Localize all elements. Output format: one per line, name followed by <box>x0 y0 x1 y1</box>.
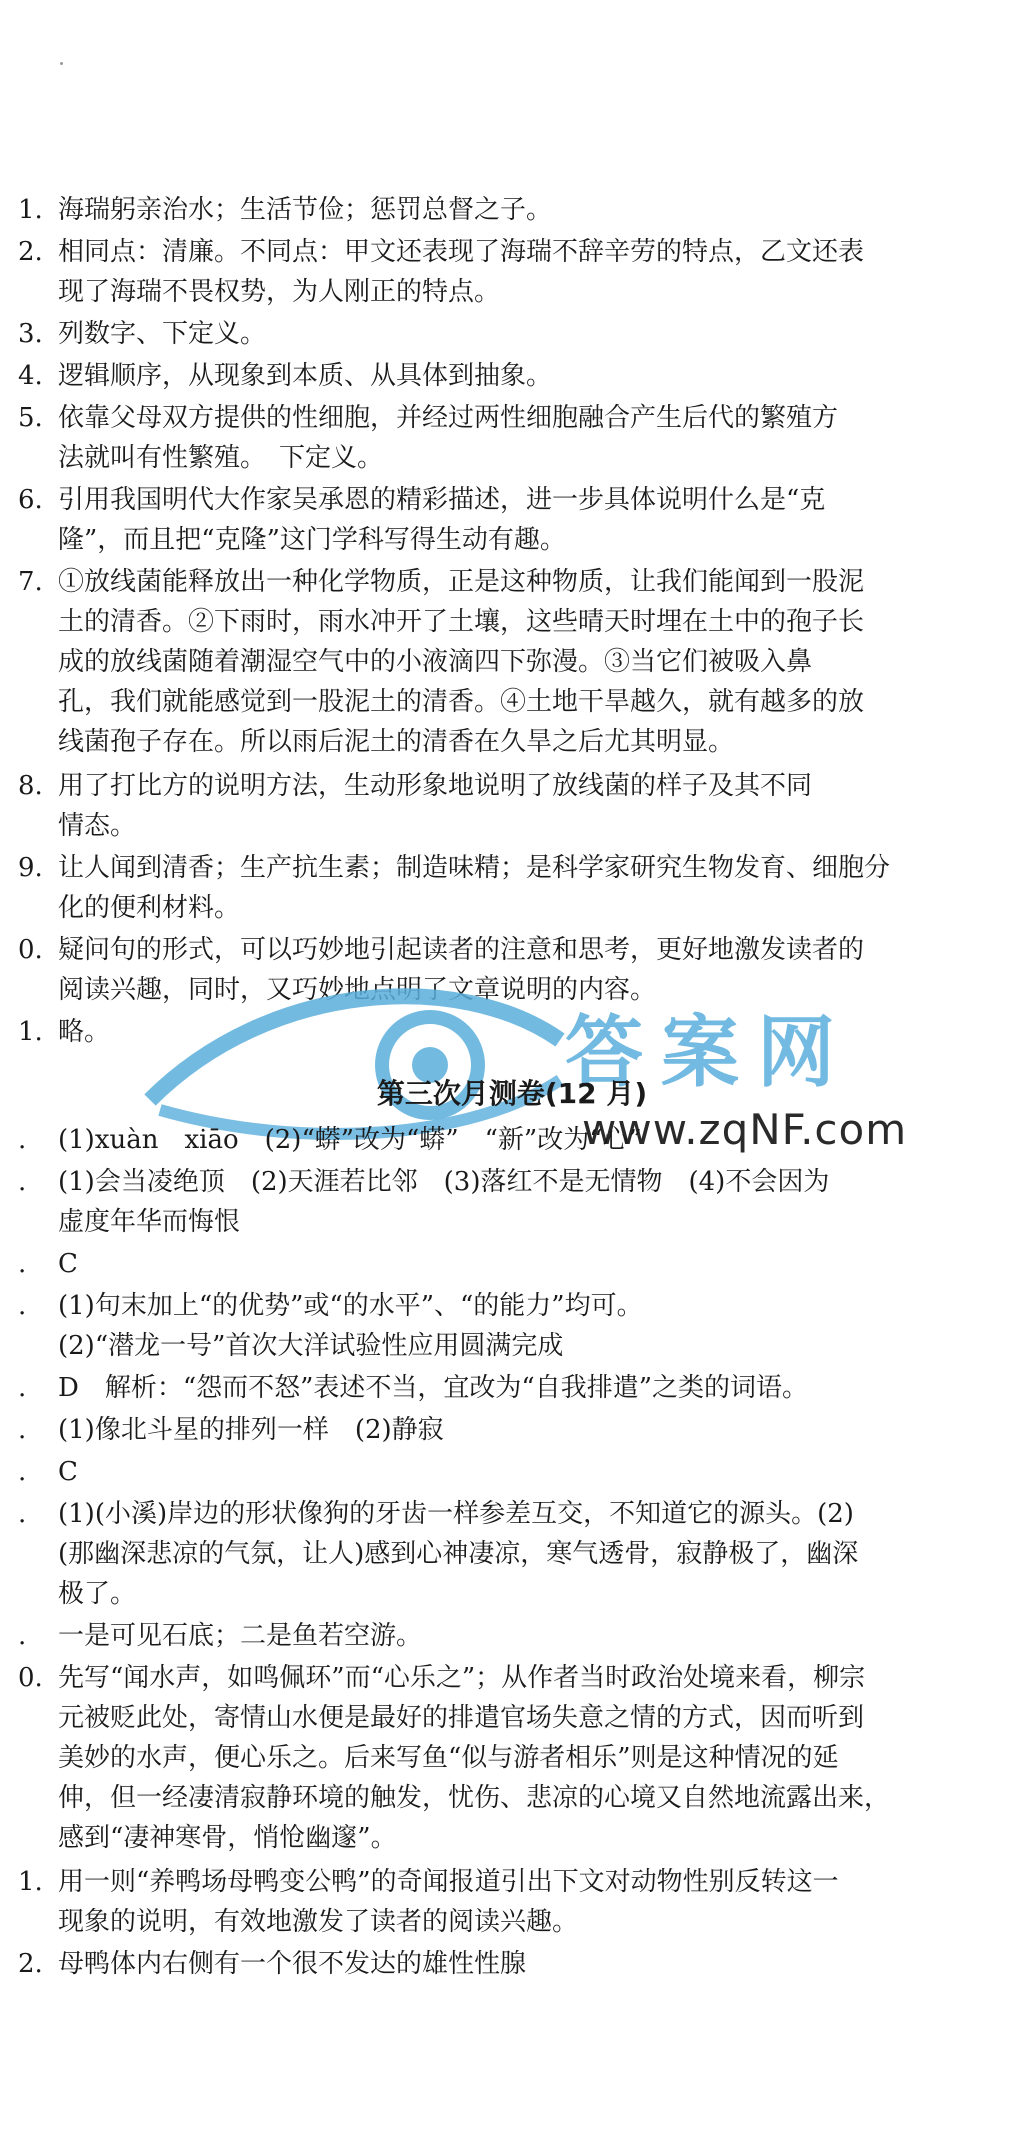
item-text: 现了海瑞不畏权势，为人刚正的特点。 <box>58 277 501 307</box>
item-text: 隆”，而且把“克隆”这门学科写得生动有趣。 <box>58 525 566 555</box>
item-number: 1. <box>18 195 43 225</box>
item-number: . <box>18 1457 27 1487</box>
item-text: 列数字、下定义。 <box>58 319 267 349</box>
item-number: 1. <box>18 1867 43 1897</box>
item-text: (1)句末加上“的优势”或“的水平”、“的能力”均可。 <box>58 1291 643 1321</box>
item-number: 3. <box>18 319 43 349</box>
watermark-text: 答案网 <box>565 1008 854 1098</box>
item-text: 虚度年华而悔恨 <box>58 1207 241 1237</box>
item-text: 引用我国明代大作家吴承恩的精彩描述，进一步具体说明什么是“克 <box>58 485 826 515</box>
item-text: 一是可见石底；二是鱼若空游。 <box>58 1621 423 1651</box>
item-number: 2. <box>18 1949 43 1979</box>
watermark-url: www.zqNF.com <box>582 1105 908 1154</box>
item-text: 依靠父母双方提供的性细胞，并经过两性细胞融合产生后代的繁殖方 <box>58 403 839 433</box>
item-number: 1. <box>18 1017 43 1047</box>
item-text: 阅读兴趣，同时，又巧妙地点明了文章说明的内容。 <box>58 975 657 1005</box>
item-text: 先写“闻水声，如鸣佩环”而“心乐之”；从作者当时政治处境来看，柳宗 <box>58 1663 866 1693</box>
item-text: (那幽深悲凉的气氛，让人)感到心神凄凉，寒气透骨，寂静极了，幽深 <box>58 1539 859 1569</box>
item-number: 4. <box>18 361 43 391</box>
item-text: (1)会当凌绝顶 (2)天涯若比邻 (3)落红不是无情物 (4)不会因为 <box>58 1167 830 1197</box>
item-text: 成的放线菌随着潮湿空气中的小液滴四下弥漫。③当它们被吸入鼻 <box>58 647 813 677</box>
item-number: 2. <box>18 237 43 267</box>
item-text: 化的便利材料。 <box>58 893 241 923</box>
item-text: ①放线菌能释放出一种化学物质，正是这种物质，让我们能闻到一股泥 <box>58 567 865 597</box>
item-text: 用一则“养鸭场母鸭变公鸭”的奇闻报道引出下文对动物性别反转这一 <box>58 1867 839 1897</box>
item-text: 让人闻到清香；生产抗生素；制造味精；是科学家研究生物发育、细胞分 <box>58 853 891 883</box>
item-text: 感到“凄神寒骨，悄怆幽邃”。 <box>58 1823 397 1853</box>
item-text: 略。 <box>58 1017 111 1047</box>
item-number: 9. <box>18 853 43 883</box>
item-text: C <box>58 1457 78 1487</box>
item-text: 母鸭体内右侧有一个很不发达的雄性性腺 <box>58 1949 527 1979</box>
item-text: 元被贬此处，寄情山水便是最好的排遣官场失意之情的方式，因而听到 <box>58 1703 865 1733</box>
item-text: 孔，我们就能感觉到一股泥土的清香。④土地干旱越久，就有越多的放 <box>58 687 865 717</box>
item-number: 0. <box>18 935 43 965</box>
item-number: 8. <box>18 771 43 801</box>
item-text: 海瑞躬亲治水；生活节俭；惩罚总督之子。 <box>58 195 553 225</box>
item-number: 7. <box>18 567 43 597</box>
item-text: 现象的说明，有效地激发了读者的阅读兴趣。 <box>58 1907 579 1937</box>
item-text: C <box>58 1249 78 1279</box>
item-number: . <box>18 1249 27 1279</box>
scan-speck <box>60 62 63 65</box>
item-text: 线菌孢子存在。所以雨后泥土的清香在久旱之后尤其明显。 <box>58 727 735 757</box>
item-text: (1)像北斗星的排列一样 (2)静寂 <box>58 1415 444 1445</box>
item-number: 0. <box>18 1663 43 1693</box>
item-number: 5. <box>18 403 43 433</box>
section-title: 第三次月测卷(12 月) <box>376 1077 648 1110</box>
item-text: 逻辑顺序，从现象到本质、从具体到抽象。 <box>58 361 553 391</box>
item-number: . <box>18 1621 27 1651</box>
item-text: 相同点：清廉。不同点：甲文还表现了海瑞不辞辛劳的特点，乙文还表 <box>58 237 865 267</box>
item-number: . <box>18 1125 27 1155</box>
item-text: 伸，但一经凄清寂静环境的触发，忧伤、悲凉的心境又自然地流露出来， <box>58 1783 891 1813</box>
item-number: . <box>18 1167 27 1197</box>
item-text: 用了打比方的说明方法，生动形象地说明了放线菌的样子及其不同 <box>58 771 813 801</box>
item-text: 法就叫有性繁殖。 下定义。 <box>58 443 384 473</box>
item-text: 情态。 <box>58 811 137 841</box>
item-text: D 解析：“怨而不怒”表述不当，宜改为“自我排遣”之类的词语。 <box>58 1373 809 1403</box>
item-number: 6. <box>18 485 43 515</box>
item-text: (1)xuàn xiāo (2)“蟒”改为“蟒” “新”改为“心” <box>58 1125 642 1155</box>
item-number: . <box>18 1373 27 1403</box>
item-number: . <box>18 1415 27 1445</box>
item-text: 美妙的水声，便心乐之。后来写鱼“似与游者相乐”则是这种情况的延 <box>58 1743 839 1773</box>
item-text: 土的清香。②下雨时，雨水冲开了土壤，这些晴天时埋在土中的孢子长 <box>58 607 865 637</box>
item-text: 疑问句的形式，可以巧妙地引起读者的注意和思考，更好地激发读者的 <box>58 935 865 965</box>
item-text: (1)(小溪)岸边的形状像狗的牙齿一样参差互交，不知道它的源头。(2) <box>58 1499 854 1529</box>
item-text: 极了。 <box>58 1579 137 1609</box>
item-text: (2)“潜龙一号”首次大洋试验性应用圆满完成 <box>58 1331 564 1361</box>
item-number: . <box>18 1499 27 1529</box>
item-number: . <box>18 1291 27 1321</box>
